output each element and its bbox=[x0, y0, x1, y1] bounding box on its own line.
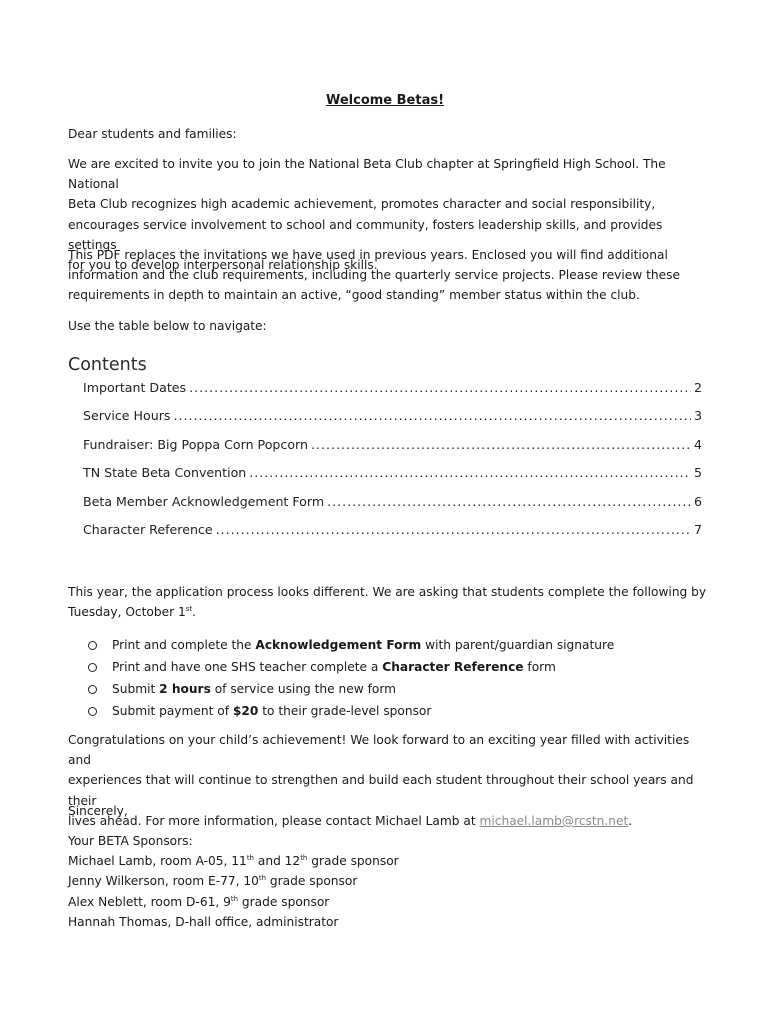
congrats-line bbox=[68, 811, 708, 831]
toc-item-important-dates[interactable] bbox=[83, 380, 702, 408]
page-title: Welcome Betas! bbox=[325, 93, 445, 108]
hollow-circle-bullet-icon bbox=[88, 663, 97, 672]
pdf-note-line: This PDF replaces the invitations we have used in previous years. Enclosed you will find additional bbox=[68, 248, 668, 262]
item-text: of service using the new form bbox=[210, 682, 397, 696]
item-emphasis: $20 bbox=[232, 704, 259, 718]
toc-item-label: Important Dates bbox=[83, 380, 187, 395]
deadline-text: Tuesday, October 1 bbox=[68, 605, 186, 620]
toc-leader-dots bbox=[327, 494, 691, 509]
toc-item-label: Beta Member Acknowledgement Form bbox=[83, 493, 325, 509]
toc-page-number: 7 bbox=[693, 521, 702, 537]
toc-item-acknowledgement-form[interactable] bbox=[83, 494, 702, 522]
sponsor-thomas: Hannah Thomas, D-hall office, administrator bbox=[68, 914, 339, 929]
ordinal: th bbox=[300, 854, 308, 863]
item-text: Submit bbox=[112, 682, 160, 696]
sponsor-text: Michael Lamb, room A-05, 11 bbox=[68, 854, 247, 869]
contents-heading: Contents bbox=[68, 355, 147, 375]
toc-page-number: 6 bbox=[693, 493, 702, 509]
toc-leader-dots bbox=[173, 408, 691, 423]
process-deadline bbox=[68, 602, 708, 622]
congrats-period: . bbox=[628, 813, 633, 828]
intro-line: We are excited to invite you to join the National Beta Club chapter at Springfield High School. The National bbox=[68, 157, 666, 192]
pdf-note-line: requirements in depth to maintain an active, “good standing” member status within the club. bbox=[68, 288, 640, 303]
toc-item-label: Character Reference bbox=[83, 521, 213, 537]
deadline-period: . bbox=[192, 605, 197, 620]
item-emphasis: Character Reference bbox=[382, 660, 524, 674]
toc-page-number: 2 bbox=[693, 380, 702, 395]
toc-page-number: 5 bbox=[693, 465, 702, 481]
sponsors-block bbox=[68, 831, 708, 932]
item-text: Print and complete the bbox=[112, 638, 256, 652]
item-text: Print and have one SHS teacher complete a bbox=[112, 660, 383, 674]
process-paragraph bbox=[68, 582, 708, 622]
ordinal: th bbox=[258, 874, 267, 883]
sponsor-text: Jenny Wilkerson, room E-77, 10 bbox=[68, 874, 259, 889]
toc-item-convention[interactable] bbox=[83, 465, 702, 493]
process-line: This year, the application process looks different. We are asking that students complete the following by bbox=[68, 585, 707, 599]
toc-item-character-reference[interactable] bbox=[83, 522, 702, 550]
list-item bbox=[88, 700, 688, 722]
item-text: Submit payment of bbox=[112, 704, 233, 718]
sponsor-text: Alex Neblett, room D-61, 9 bbox=[68, 894, 231, 909]
toc-leader-dots bbox=[189, 380, 691, 395]
toc-item-label: TN State Beta Convention bbox=[83, 465, 247, 481]
toc-item-service-hours[interactable] bbox=[83, 408, 702, 436]
toc-item-label: Fundraiser: Big Poppa Corn Popcorn bbox=[83, 436, 308, 452]
toc-leader-dots bbox=[216, 522, 691, 537]
table-of-contents bbox=[83, 380, 702, 550]
deadline-ordinal: st bbox=[185, 605, 193, 614]
congrats-line: Congratulations on your child’s achievement! We look forward to an exciting year filled with activities and bbox=[68, 733, 690, 768]
greeting: Dear students and families: bbox=[68, 127, 237, 141]
sponsors-heading: Your BETA Sponsors: bbox=[68, 834, 193, 848]
list-item bbox=[88, 634, 688, 656]
hollow-circle-bullet-icon bbox=[88, 707, 97, 716]
sponsor-neblett bbox=[68, 892, 708, 912]
ordinal: th bbox=[230, 894, 239, 903]
hollow-circle-bullet-icon bbox=[88, 685, 97, 694]
closing: Sincerely, bbox=[68, 804, 128, 818]
congrats-paragraph bbox=[68, 730, 708, 831]
toc-leader-dots bbox=[311, 437, 691, 452]
toc-item-fundraiser[interactable] bbox=[83, 437, 702, 465]
sponsor-text: grade sponsor bbox=[238, 894, 330, 909]
intro-line: encourages service involvement to school and community, fosters leadership skills, and provides settings bbox=[68, 217, 663, 252]
intro-line: Beta Club recognizes high academic achievement, promotes character and social responsibility, bbox=[68, 197, 656, 212]
toc-page-number: 3 bbox=[693, 408, 702, 424]
congrats-line: experiences that will continue to strengthen and build each student throughout their school years and their bbox=[68, 773, 694, 808]
hollow-circle-bullet-icon bbox=[88, 641, 97, 650]
pdf-note-paragraph bbox=[68, 245, 708, 306]
sponsor-lamb bbox=[68, 851, 708, 871]
navigate-instruction: Use the table below to navigate: bbox=[68, 319, 267, 333]
ordinal: th bbox=[246, 854, 254, 863]
intro-line: for you to develop interpersonal relationship skills. bbox=[68, 258, 378, 273]
item-text: form bbox=[523, 660, 556, 674]
toc-page-number: 4 bbox=[693, 436, 702, 452]
sponsor-wilkerson bbox=[68, 871, 708, 891]
toc-leader-dots bbox=[249, 465, 691, 480]
item-text: to their grade-level sponsor bbox=[258, 704, 432, 718]
requirements-list bbox=[88, 634, 688, 722]
list-item bbox=[88, 656, 688, 678]
sponsor-text: and 12 bbox=[254, 854, 301, 869]
list-item bbox=[88, 678, 688, 700]
pdf-note-line: information and the club requirements, including the quarterly service projects. Please review these bbox=[68, 268, 680, 283]
congrats-text: lives ahead. For more information, please contact Michael Lamb at bbox=[68, 813, 480, 828]
sponsor-text: grade sponsor bbox=[307, 854, 399, 869]
toc-item-label: Service Hours bbox=[83, 408, 171, 424]
item-emphasis: Acknowledgement Form bbox=[255, 638, 422, 652]
item-text: with parent/guardian signature bbox=[421, 638, 615, 652]
sponsor-text: grade sponsor bbox=[266, 874, 358, 889]
item-emphasis: 2 hours bbox=[159, 682, 211, 696]
email-link[interactable]: michael.lamb@rcstn.net bbox=[479, 813, 629, 828]
